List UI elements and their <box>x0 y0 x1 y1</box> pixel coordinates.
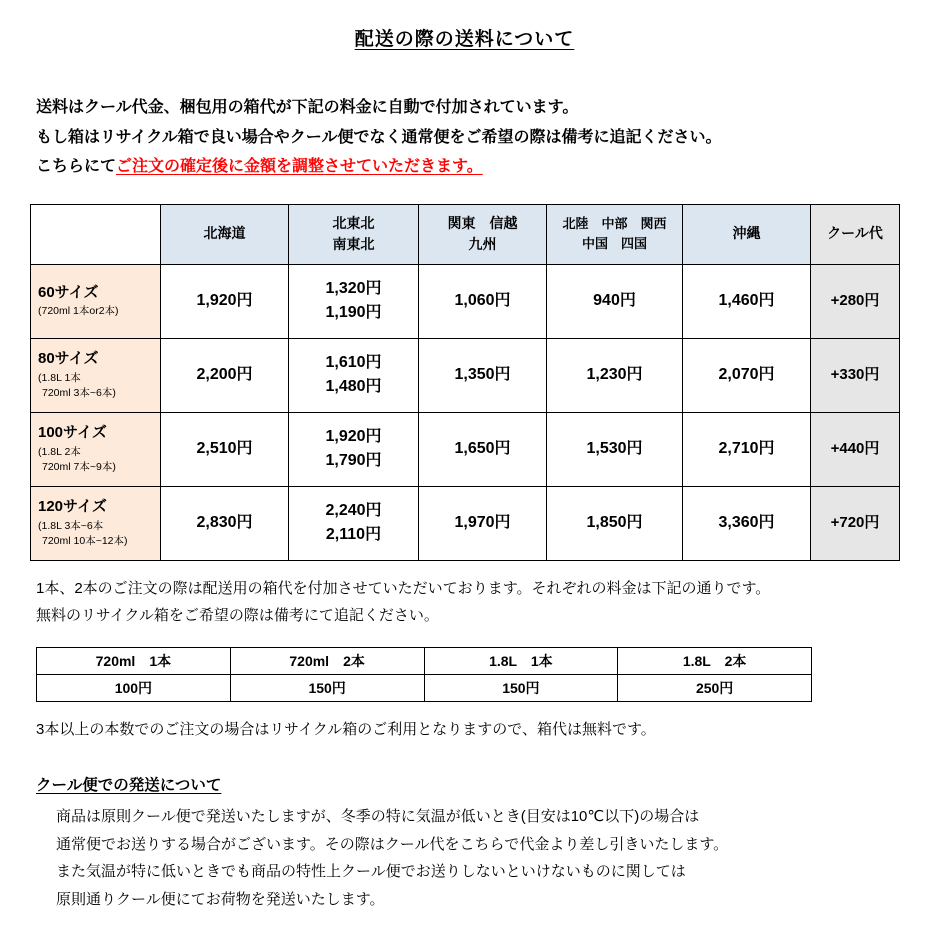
fee-120-hokuriku: 1,850円 <box>547 486 683 560</box>
fee-100-tohoku: 1,920円 1,790円 <box>289 412 419 486</box>
size-label-100: 100サイズ (1.8L 2本 720ml 7本~9本) <box>31 412 161 486</box>
shipping-table-header-row <box>31 204 900 264</box>
fee-60-cool: +280円 <box>811 264 900 338</box>
fee-120-cool: +720円 <box>811 486 900 560</box>
fee-100-kanto: 1,650円 <box>419 412 547 486</box>
size-label-120: 120サイズ (1.8L 3本~6本 720ml 10本~12本) <box>31 486 161 560</box>
fee-60-hokuriku: 940円 <box>547 264 683 338</box>
fee-100-okinawa: 2,710円 <box>683 412 811 486</box>
table-row-size-60 <box>31 264 900 338</box>
table-row-size-80 <box>31 338 900 412</box>
cool-text-line-2: 通常便でお送りする場合がございます。その際はクール代をこちらで代金より差し引きいたします。 <box>56 835 729 853</box>
header-cool-fee: クール代 <box>811 204 900 264</box>
cool-text-line-4: 原則通りクール便にてお荷物を発送いたします。 <box>56 891 385 909</box>
fee-80-okinawa: 2,070円 <box>683 338 811 412</box>
intro-line-2: もし箱はリサイクル箱で良い場合やクール便でなく通常便をご希望の際は備考に追記ください。 <box>36 128 722 146</box>
header-okinawa: 沖縄 <box>683 204 811 264</box>
fee-80-cool: +330円 <box>811 338 900 412</box>
box-header-720ml-1: 720ml 1本 <box>37 647 231 674</box>
cool-delivery-heading: クール便での発送について <box>36 776 222 794</box>
fee-120-tohoku: 2,240円 2,110円 <box>289 486 419 560</box>
box-table-header-row <box>37 647 812 674</box>
header-tohoku: 北東北 南東北 <box>289 204 419 264</box>
table-row-size-120 <box>31 486 900 560</box>
box-header-1800ml-1: 1.8L 1本 <box>424 647 618 674</box>
price-adjust-notice: ご注文の確定後に金額を調整させていただきます。 <box>116 158 483 176</box>
box-fee-1800ml-2: 250円 <box>618 674 812 701</box>
intro-text <box>36 93 899 182</box>
fee-60-hokkaido: 1,920円 <box>161 264 289 338</box>
fee-120-hokkaido: 2,830円 <box>161 486 289 560</box>
header-hokuriku: 北陸 中部 関西 中国 四国 <box>547 204 683 264</box>
fee-80-hokuriku: 1,230円 <box>547 338 683 412</box>
recycle-box-note: 3本以上の本数でのご注文の場合はリサイクル箱のご利用となりますので、箱代は無料です。 <box>36 720 656 738</box>
size-label-80: 80サイズ (1.8L 1本 720ml 3本~6本) <box>31 338 161 412</box>
fee-120-kanto: 1,970円 <box>419 486 547 560</box>
box-fee-note-line-1: 1本、2本のご注文の際は配送用の箱代を付加させていただいております。それぞれの料金は下記の通りです。 <box>36 579 771 597</box>
fee-100-hokkaido: 2,510円 <box>161 412 289 486</box>
fee-100-cool: +440円 <box>811 412 900 486</box>
table-row-size-100 <box>31 412 900 486</box>
box-header-1800ml-2: 1.8L 2本 <box>618 647 812 674</box>
cool-text-line-3: また気温が特に低いときでも商品の特性上クール便でお送りしないといけないものに関しては <box>56 863 686 881</box>
box-table-value-row <box>37 674 812 701</box>
intro-line-3-prefix: こちらにて <box>36 158 117 176</box>
box-fee-720ml-2: 150円 <box>230 674 424 701</box>
shipping-fee-table <box>30 204 900 561</box>
fee-120-okinawa: 3,360円 <box>683 486 811 560</box>
fee-60-okinawa: 1,460円 <box>683 264 811 338</box>
box-fee-note-line-2: 無料のリサイクル箱をご希望の際は備考にて追記ください。 <box>36 606 439 624</box>
box-header-720ml-2: 720ml 2本 <box>230 647 424 674</box>
size-label-60: 60サイズ (720ml 1本or2本) <box>31 264 161 338</box>
page-title: 配送の際の送料について <box>354 29 575 50</box>
fee-60-kanto: 1,060円 <box>419 264 547 338</box>
header-hokkaido: 北海道 <box>161 204 289 264</box>
corner-cell <box>31 204 161 264</box>
intro-line-3 <box>36 152 899 182</box>
fee-80-tohoku: 1,610円 1,480円 <box>289 338 419 412</box>
fee-100-hokuriku: 1,530円 <box>547 412 683 486</box>
fee-60-tohoku: 1,320円 1,190円 <box>289 264 419 338</box>
box-fee-note <box>36 575 899 629</box>
box-fee-720ml-1: 100円 <box>37 674 231 701</box>
cool-delivery-text <box>56 803 899 914</box>
fee-80-hokkaido: 2,200円 <box>161 338 289 412</box>
box-fee-table <box>36 647 812 702</box>
header-kanto: 関東 信越 九州 <box>419 204 547 264</box>
intro-line-1: 送料はクール代金、梱包用の箱代が下記の料金に自動で付加されています。 <box>36 99 579 116</box>
cool-text-line-1: 商品は原則クール便で発送いたしますが、冬季の特に気温が低いとき(目安は10℃以下)の場合は <box>56 807 700 825</box>
fee-80-kanto: 1,350円 <box>419 338 547 412</box>
box-fee-1800ml-1: 150円 <box>424 674 618 701</box>
